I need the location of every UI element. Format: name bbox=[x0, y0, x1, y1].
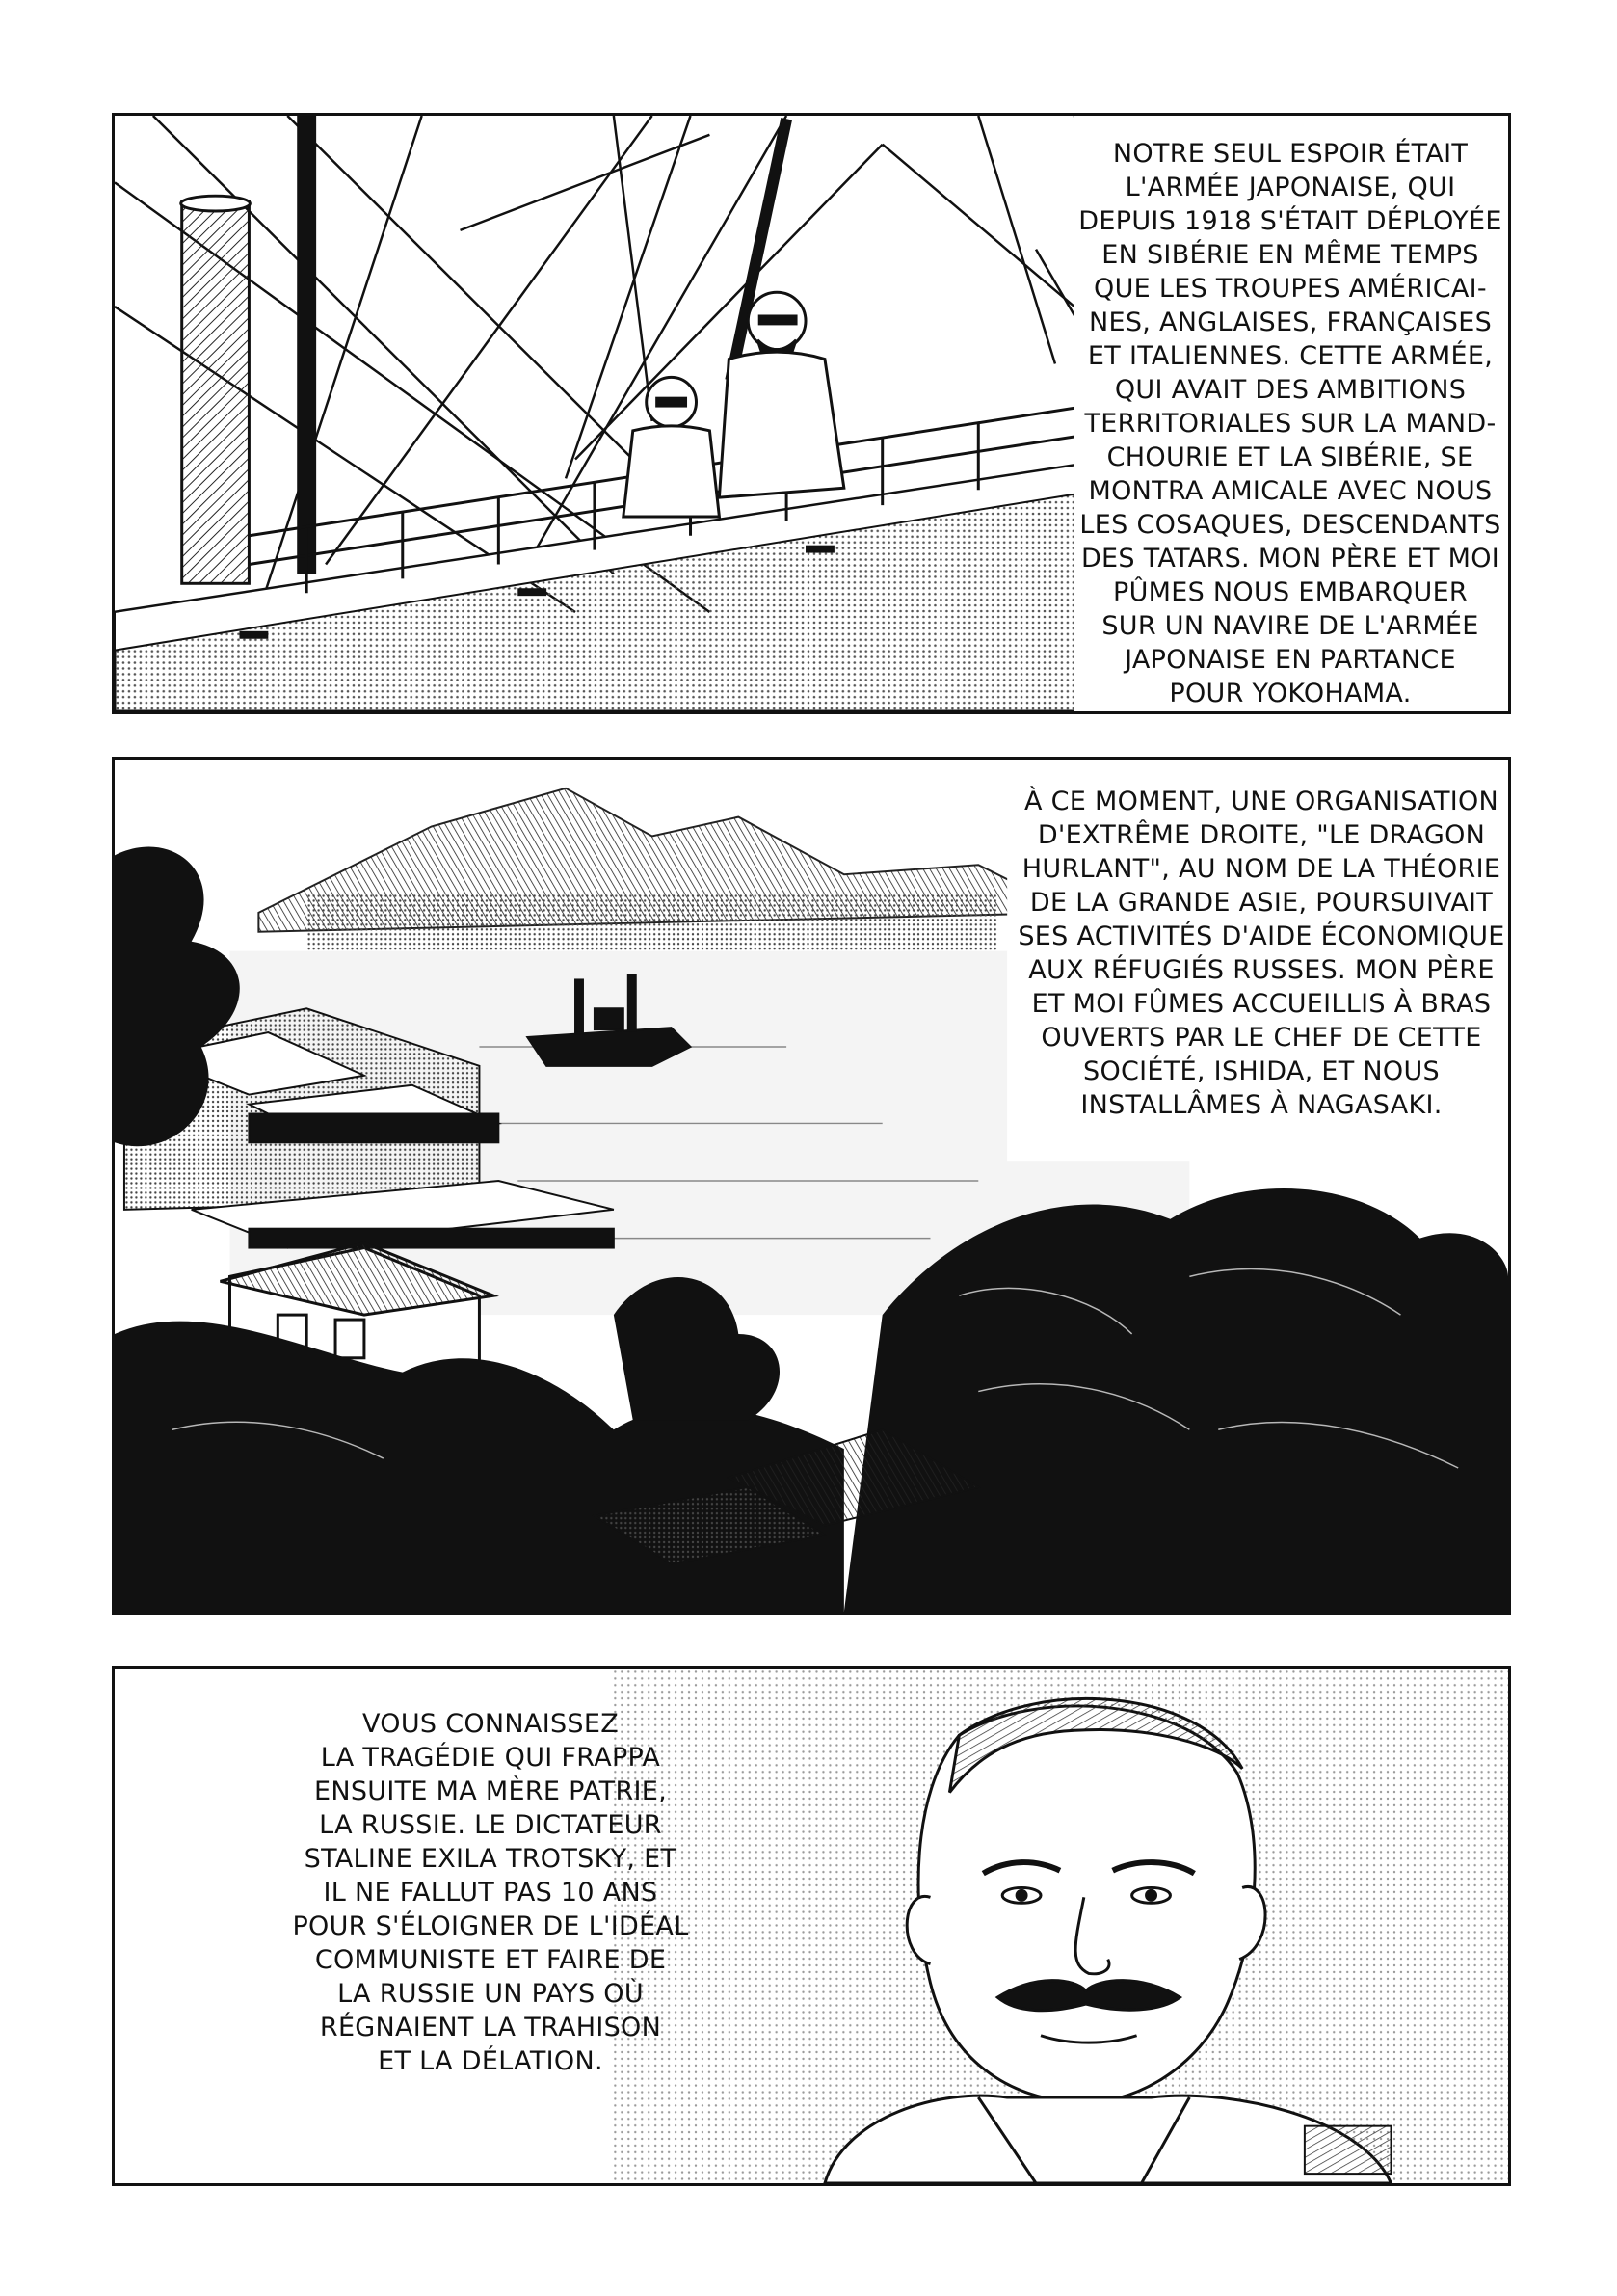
caption-line: SOCIÉTÉ, ISHIDA, ET NOUS bbox=[1083, 1056, 1440, 1086]
caption-line: ET MOI FÛMES ACCUEILLIS À BRAS bbox=[1031, 989, 1492, 1019]
caption-line: SES ACTIVITÉS D'AIDE ÉCONOMIQUE bbox=[1018, 921, 1505, 951]
caption-line: SUR UN NAVIRE DE L'ARMÉE bbox=[1101, 611, 1479, 641]
caption-line: DEPUIS 1918 S'ÉTAIT DÉPLOYÉE bbox=[1078, 206, 1502, 236]
caption-ship bbox=[1078, 137, 1502, 710]
panel-portrait bbox=[112, 1666, 1511, 2186]
caption-line: VOUS CONNAISSEZ bbox=[362, 1709, 619, 1739]
caption-line: INSTALLÂMES À NAGASAKI. bbox=[1080, 1090, 1443, 1120]
caption-harbor bbox=[1016, 785, 1507, 1122]
caption-line: ET LA DÉLATION. bbox=[378, 2046, 603, 2076]
caption-line: MONTRA AMICALE AVEC NOUS bbox=[1088, 476, 1493, 506]
caption-line: AUX RÉFUGIÉS RUSSES. MON PÈRE bbox=[1028, 955, 1495, 985]
caption-line: D'EXTRÊME DROITE, "LE DRAGON bbox=[1037, 820, 1486, 850]
caption-line: À CE MOMENT, UNE ORGANISATION bbox=[1023, 787, 1499, 816]
caption-line: QUE LES TROUPES AMÉRICAI- bbox=[1094, 274, 1487, 304]
caption-line: ENSUITE MA MÈRE PATRIE, bbox=[313, 1776, 668, 1806]
caption-line: NOTRE SEUL ESPOIR ÉTAIT bbox=[1112, 139, 1469, 169]
caption-line: STALINE EXILA TROTSKY, ET bbox=[304, 1844, 677, 1874]
caption-line: QUI AVAIT DES AMBITIONS bbox=[1114, 375, 1467, 405]
caption-line: IL NE FALLUT PAS 10 ANS bbox=[323, 1878, 658, 1908]
caption-line: HURLANT", AU NOM DE LA THÉORIE bbox=[1021, 854, 1501, 884]
caption-line: LA TRAGÉDIE QUI FRAPPA bbox=[320, 1743, 661, 1773]
caption-line: DES TATARS. MON PÈRE ET MOI bbox=[1080, 544, 1500, 574]
caption-line: COMMUNISTE ET FAIRE DE bbox=[314, 1945, 667, 1975]
caption-line: L'ARMÉE JAPONAISE, QUI bbox=[1125, 173, 1456, 202]
caption-line: POUR YOKOHAMA. bbox=[1169, 679, 1412, 708]
panel-ship bbox=[112, 113, 1511, 714]
panel-harbor bbox=[112, 757, 1511, 1615]
caption-line: RÉGNAIENT LA TRAHISON bbox=[319, 2013, 662, 2042]
caption-line: TERRITORIALES SUR LA MAND- bbox=[1084, 409, 1497, 439]
caption-line: ET ITALIENNES. CETTE ARMÉE, bbox=[1087, 341, 1494, 371]
caption-line: LES COSAQUES, DESCENDANTS bbox=[1079, 510, 1501, 540]
caption-line: CHOURIE ET LA SIBÉRIE, SE bbox=[1106, 442, 1474, 472]
caption-line: DE LA GRANDE ASIE, POURSUIVAIT bbox=[1029, 888, 1494, 918]
caption-line: POUR S'ÉLOIGNER DE L'IDÉAL bbox=[292, 1911, 689, 1941]
caption-line: LA RUSSIE UN PAYS OÙ bbox=[337, 1979, 644, 2009]
caption-line: EN SIBÉRIE EN MÊME TEMPS bbox=[1101, 240, 1479, 270]
caption-line: JAPONAISE EN PARTANCE bbox=[1125, 645, 1456, 675]
caption-line: PÛMES NOUS EMBARQUER bbox=[1113, 577, 1468, 607]
caption-portrait bbox=[259, 1707, 722, 2078]
caption-line: OUVERTS PAR LE CHEF DE CETTE bbox=[1041, 1023, 1482, 1053]
caption-line: NES, ANGLAISES, FRANÇAISES bbox=[1088, 307, 1493, 337]
caption-line: LA RUSSIE. LE DICTATEUR bbox=[319, 1810, 662, 1840]
